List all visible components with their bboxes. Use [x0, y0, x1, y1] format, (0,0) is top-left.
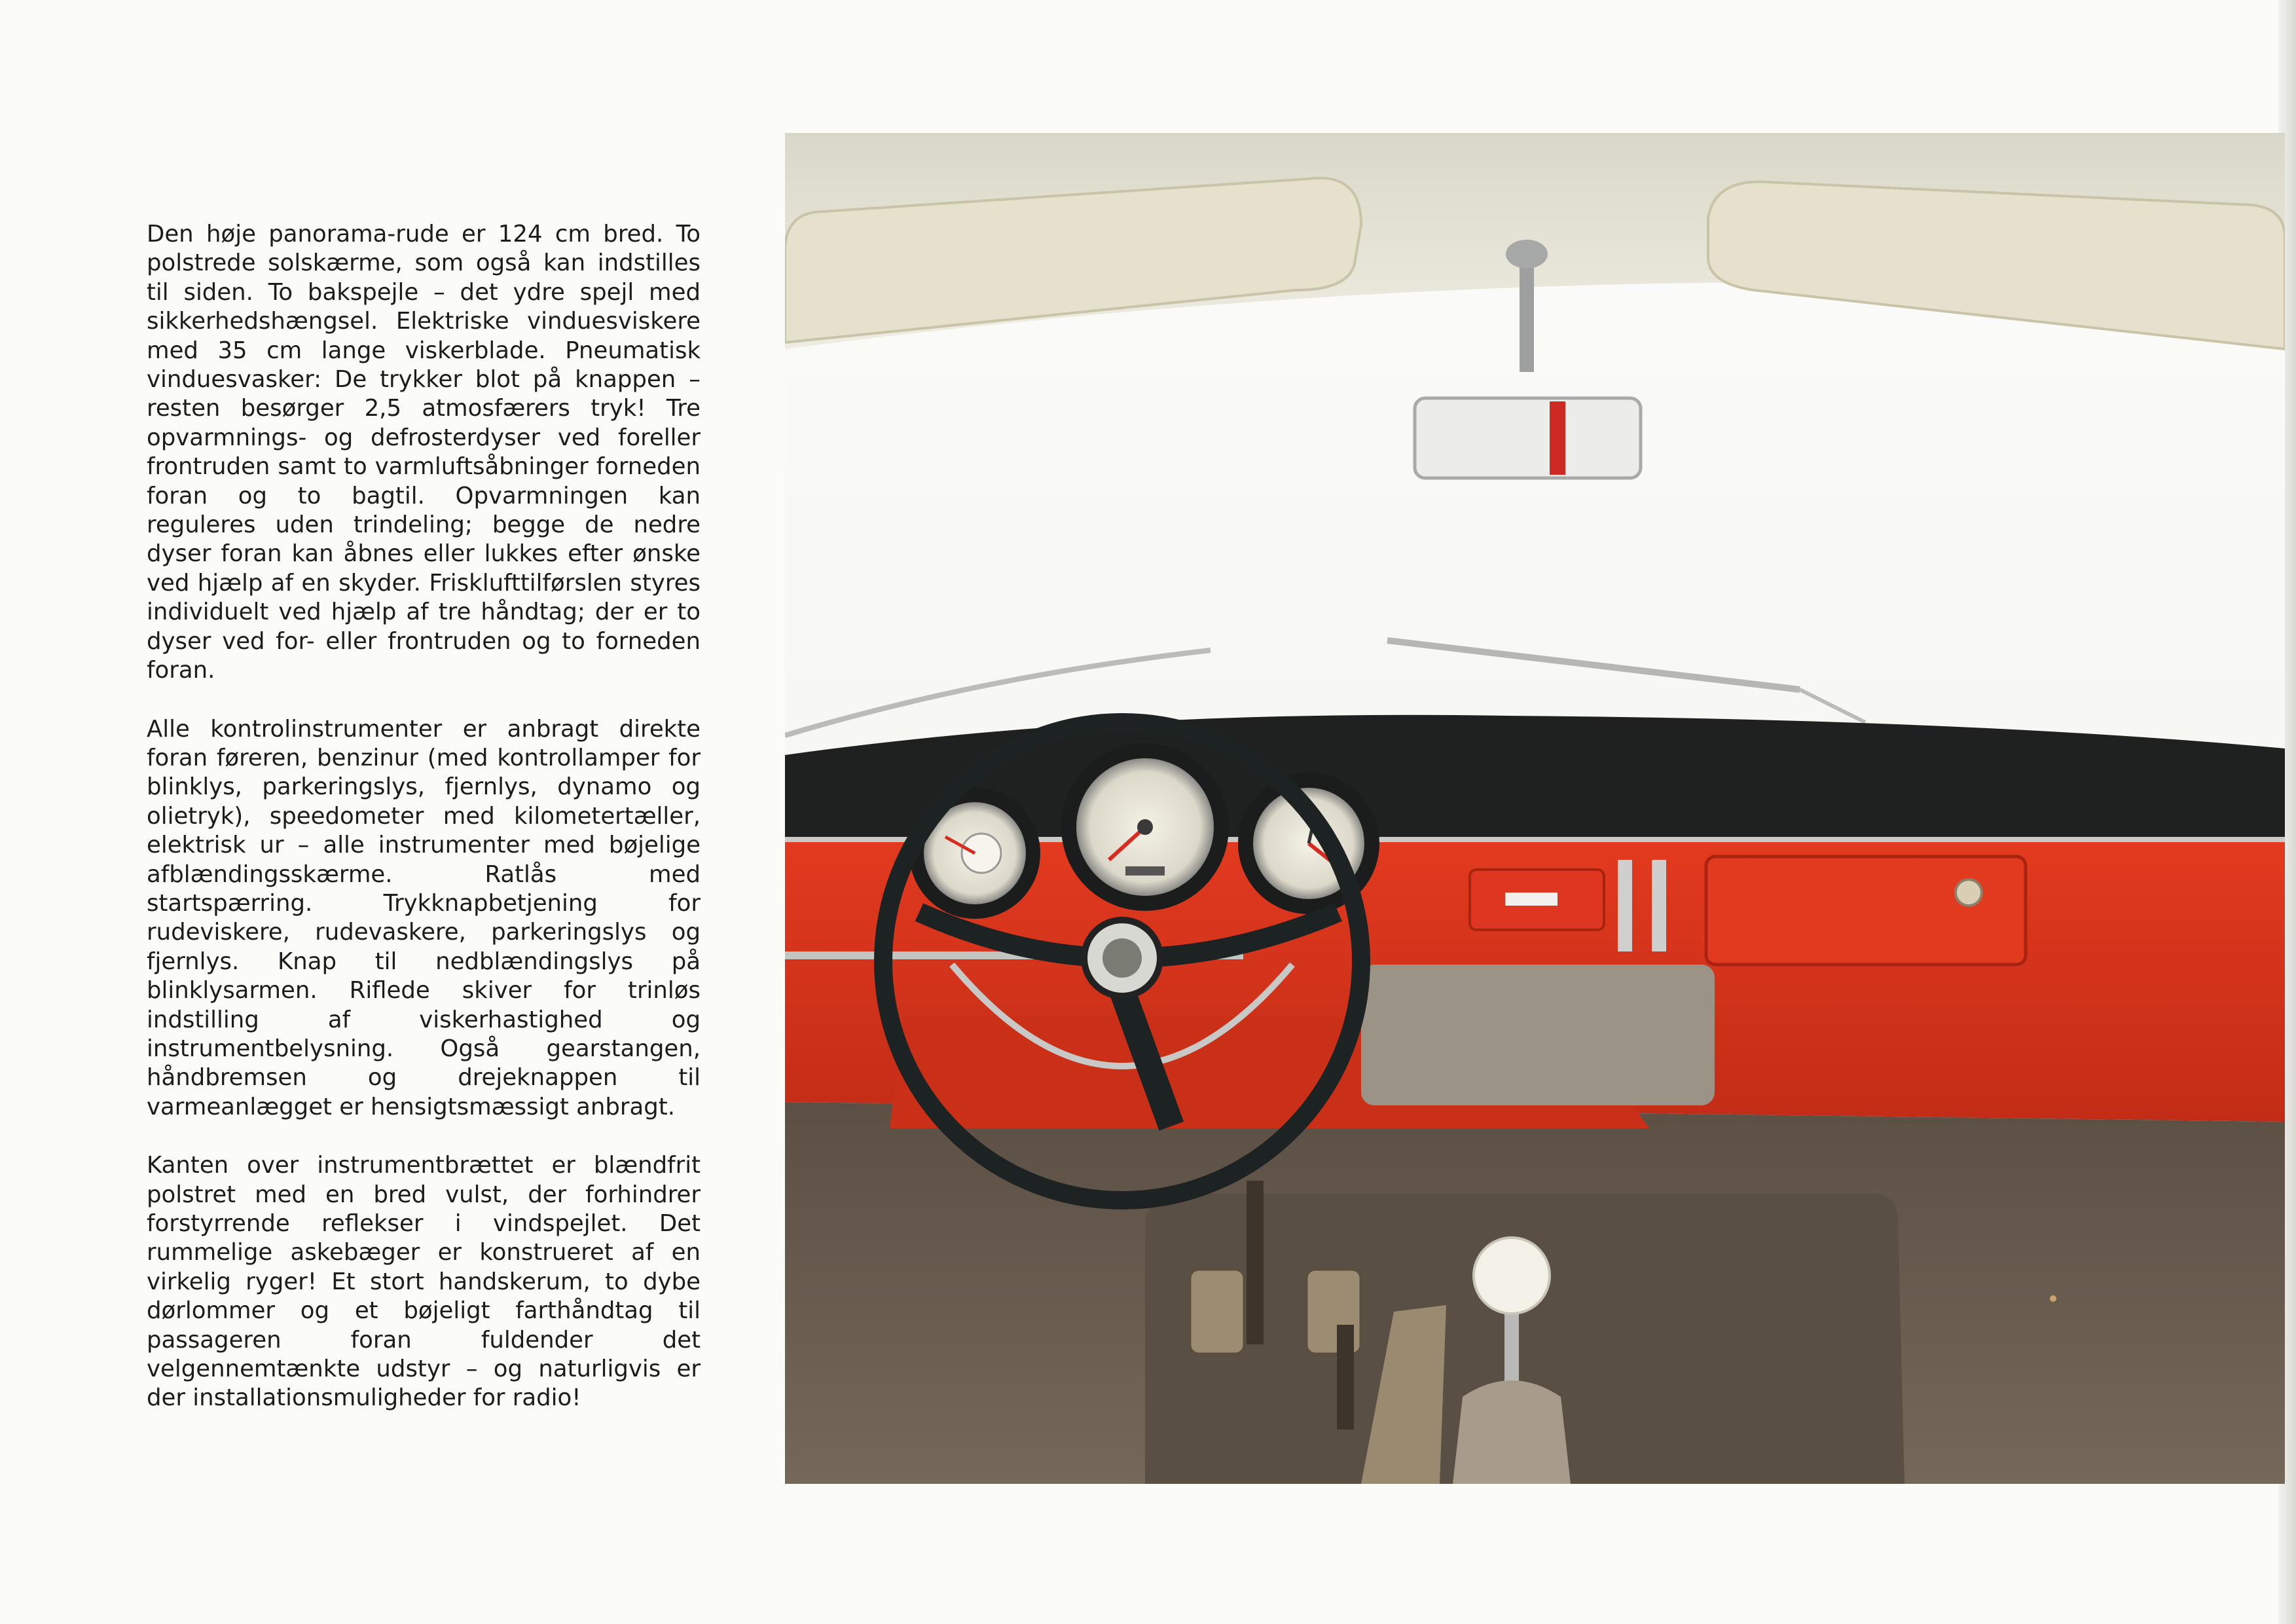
dashboard-photo	[785, 133, 2285, 1484]
heater-lever-2	[1652, 860, 1666, 951]
paragraph-dashboard-padding: Kanten over instrumentbrættet er blændfrit polstret med en bred vulst, der forhindrer forstyrrende reflekser i vindspejlet. Det rummelige askebæger er konstrueret af en virkelig ryger! Et stort handskerum, to dybe dørlommer og et bøjeligt farthåndtag til passageren foran fuldender det velgennemtænkte udstyr – og naturligvis er der installationsmuligheder for radio!	[147, 1152, 701, 1412]
mirror-reflection	[1550, 401, 1565, 475]
heater-lever-1	[1618, 860, 1632, 951]
mirror-stem	[1520, 254, 1534, 372]
rear-view-mirror	[1415, 398, 1641, 478]
gear-boot	[1453, 1380, 1571, 1484]
glovebox-lock	[1956, 879, 1982, 906]
ashtray-box	[1361, 965, 1715, 1105]
mirror-mount	[1506, 240, 1548, 268]
carpet-speck	[2050, 1295, 2056, 1302]
glovebox-lid	[1706, 857, 2026, 965]
paragraph-instruments: Alle kontrolinstrumenter er anbragt direkte foran føreren, benzinur (med kontrollamper for blinklys, parkeringslys, fjernlys, dynamo og olietryk), speedometer med kilometertæller, elektrisk ur – alle instrumenter med bøjelige afblændingsskærme. Ratlås med startspærring. Trykknapbetjening for rudeviskere, rudevaskere, parkeringslys og fjernlys. Knap til nedblændingslys på blinklysarmen. Riflede skiver for trinløs indstilling af viskerhastighed og instrumentbelysning. Også gearstangen, håndbremsen og drejeknappen til varmeanlægget er hensigtsmæssigt anbragt.	[147, 715, 701, 1120]
body-text-column	[147, 220, 701, 1443]
gear-knob	[1474, 1238, 1550, 1314]
paragraph-windscreen: Den høje panorama-rude er 124 cm bred. To polstrede solskærme, som også kan indstilles til siden. To bakspejle – det ydre spejl med sikkerhedshængsel. Elektriske vinduesviskere med 35 cm lange viskerblade. Pneumatisk vinduesvasker: De trykker blot på knappen – resten besørger 2,5 atmosfærers tryk! Tre opvarmnings- og defrosterdyser ved foreller frontruden samt to varmluftsåbninger forneden foran og to bagtil. Opvarmningen kan reguleres uden trindeling; begge de nedre dyser foran kan åbnes eller lukkes efter ønske ved hjælp af en skyder. Frisklufttilførslen styres individuelt ved hjælp af tre håndtag; der er to dyser ved for- eller frontruden og to forneden foran.	[147, 221, 701, 684]
clutch-slot	[1247, 1181, 1264, 1344]
vw-emblem	[1102, 938, 1142, 978]
dashboard-illustration	[785, 133, 2285, 1484]
brake-slot	[1337, 1325, 1354, 1430]
ignition-label	[1505, 893, 1558, 906]
clutch-pedal	[1190, 1269, 1245, 1354]
speedometer	[1061, 743, 1229, 911]
